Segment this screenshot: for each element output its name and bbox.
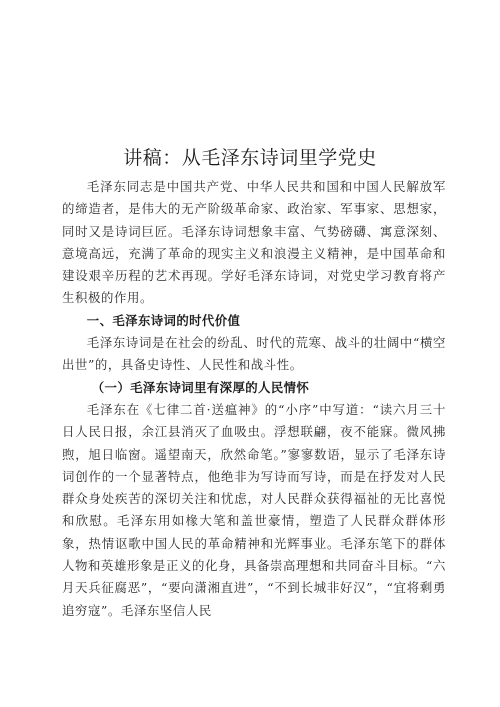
- subsection-heading: （一）毛泽东诗词里有深厚的人民情怀: [91, 379, 310, 395]
- section-paragraph: 毛泽东诗词是在社会的纷乱、时代的荒寒、战斗的壮阔中“横空出世”的，具备史诗性、人民性和战斗性。: [62, 335, 446, 373]
- section-heading: 一、毛泽东诗词的时代价值: [86, 312, 241, 328]
- document-body: [62, 176, 446, 622]
- intro-paragraph: 毛泽东同志是中国共产党、中华人民共和国和中国人民解放军的缔造者，是伟大的无产阶级革命家、政治家、军事家、思想家，同时又是诗词巨匠。毛泽东诗词想象丰富、气势磅礴、寓意深刻、意境高远，充满了革命的现实主义和浪漫主义精神，是中国革命和建设艰辛历程的艺术再现。学好毛泽东诗词，对党史学习教育将产生积极的作用。: [62, 179, 446, 306]
- subsection-paragraph: 毛泽东在《七律二首·送瘟神》的“小序”中写道：“读六月三十日人民日报，余江县消灭了血吸虫。浮想联翩，夜不能寐。微风拂煦，旭日临窗。遥望南天，欣然命笔。”寥寥数语，显示了毛泽东诗词创作的一个显著特点，他绝非为写诗而写诗，而是在抒发对人民群众身处疾苦的深切关注和忧虑，对人民群众获得福祉的无比喜悦和欣慰。毛泽东用如椽大笔和盖世豪情，塑造了人民群众群体形象，热情讴歌中国人民的革命精神和光辉事业。毛泽东笔下的群体人物和英雄形象是正义的化身，具备崇高理想和共同奋斗目标。“六月天兵征腐恶”，“要向潇湘直进”，“不到长城非好汉”，“宜将剩勇追穷寇”。毛泽东坚信人民: [62, 401, 446, 618]
- document-title: 讲稿：从毛泽东诗词里学党史: [123, 147, 377, 169]
